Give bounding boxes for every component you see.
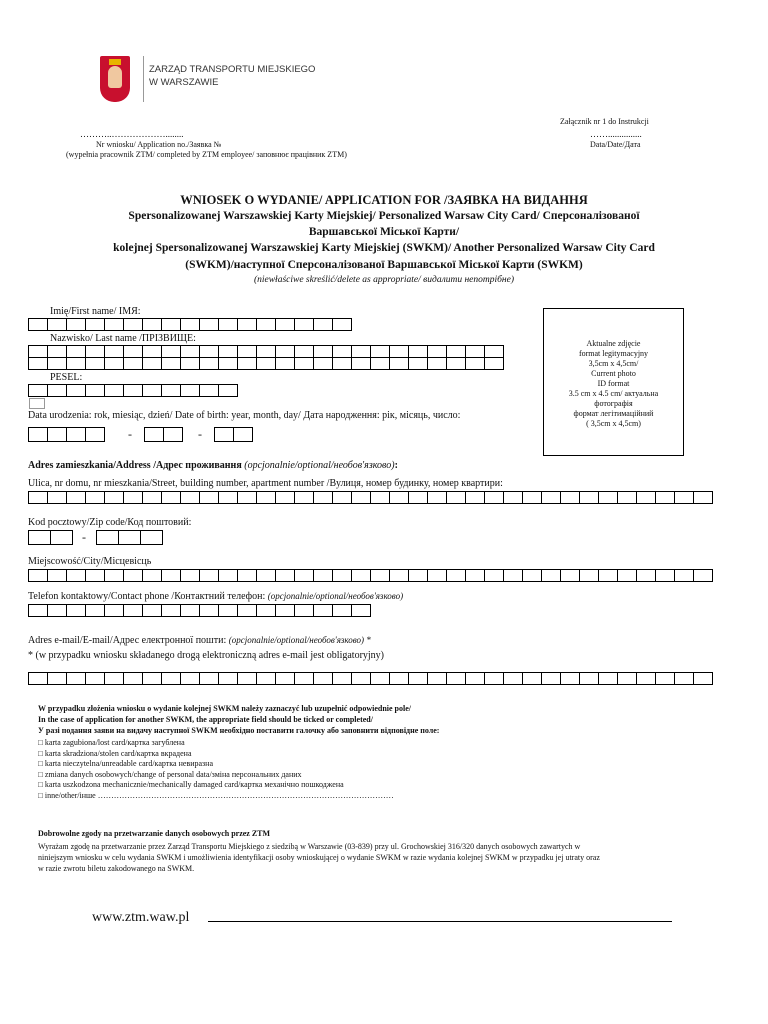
title-line-3: Варшавської Міської Карти/ bbox=[308, 226, 460, 238]
pesel-label: PESEL: bbox=[50, 372, 83, 383]
dob-year-boxes[interactable] bbox=[28, 427, 104, 442]
footer-url[interactable]: www.ztm.waw.pl bbox=[92, 910, 190, 925]
date-label: Data/Date/Дата bbox=[590, 140, 641, 149]
phone-boxes[interactable] bbox=[28, 604, 370, 617]
dob-month-boxes[interactable] bbox=[144, 427, 182, 442]
zip-boxes-part1[interactable] bbox=[28, 530, 72, 545]
option-lost[interactable]: □ karta zagubiona/lost card/картка загублена bbox=[38, 738, 185, 747]
last-name-label: Nazwisko/ Last name /ПРІЗВИЩЕ: bbox=[50, 333, 196, 344]
placeholder-glyph-icon bbox=[29, 398, 45, 409]
first-name-boxes[interactable] bbox=[28, 318, 351, 331]
attachment-note: Załącznik nr 1 do Instrukcji bbox=[560, 117, 649, 126]
consent-title: Dobrowolne zgody na przetwarzanie danych osobowych przez ZTM bbox=[38, 829, 271, 838]
consent-text: Wyrażam zgodę na przetwarzanie przez Zarząd Transportu Miejskiego z siedzibą w Warszawie (03-839) przy ul. Grochowskiej 316/320 danych osobowych zawartych w niniejszym wniosku w celu wydania SWKM i umożliwienia identyfikacji osoby wnioskującej o wydanie SWKM w razie wydania kolejnej SWKM w przypadku jej utraty oraz w razie zwrotu biletu zakodowanego na SWKM. bbox=[38, 842, 600, 873]
form-title: WNIOSEK O WYDANIE/ APPLICATION FOR /ЗАЯВКА НА ВИДАННЯ bbox=[180, 193, 588, 207]
title-line-2: Spersonalizowanej Warszawskiej Karty Miejskiej/ Personalized Warsaw City Card/ Сперсоналізованої bbox=[128, 210, 640, 222]
logo-divider bbox=[143, 56, 144, 102]
zip-separator: - bbox=[82, 530, 86, 544]
last-name-boxes-row2[interactable] bbox=[28, 357, 503, 370]
org-name: ZARZĄD TRANSPORTU MIEJSKIEGO W WARSZAWIE bbox=[149, 64, 316, 88]
dob-label: Data urodzenia: rok, miesiąc, dzień/ Date of birth: year, month, day/ Дата народження: рік, місяць, число: bbox=[28, 410, 461, 421]
title-note: (niewłaściwe skreślić/delete as appropriate/ видалити непотрібне) bbox=[253, 275, 515, 285]
city-boxes[interactable] bbox=[28, 569, 712, 582]
email-note: * (w przypadku wniosku składanego drogą elektroniczną adres e-mail jest obligatoryjny) bbox=[28, 650, 385, 661]
phone-label: Telefon kontaktowy/Contact phone /Контактний телефон: (opcjonalnie/optional/необов'язково) bbox=[28, 591, 404, 602]
application-number-dots: ………..………………........ bbox=[80, 129, 184, 139]
dob-separator: - bbox=[128, 427, 132, 441]
city-label: Miejscowość/City/Місцевісць bbox=[28, 556, 152, 567]
email-label: Adres e-mail/E-mail/Адрес електронної пошти: (opcjonalnie/optional/необов'язково) * bbox=[28, 635, 371, 646]
photo-box[interactable]: Aktualne zdjęcie format legitymacyjny 3,5cm x 4,5cm/ Current photo ID format 3.5 cm x 4.5 cm/ актуальна фотографія формат легітимаційний ( 3,5cm x 4,5cm) bbox=[543, 308, 684, 456]
dob-day-boxes[interactable] bbox=[214, 427, 252, 442]
option-unreadable[interactable]: □ karta nieczytelna/unreadable card/картка невиразна bbox=[38, 759, 214, 768]
date-dots: ……............... bbox=[590, 129, 642, 139]
warsaw-coat-of-arms-icon bbox=[100, 56, 130, 102]
zip-boxes-part2[interactable] bbox=[96, 530, 162, 545]
another-card-options bbox=[38, 738, 394, 801]
option-change-data[interactable]: □ zmiana danych osobowych/change of personal data/зміна персональних даних bbox=[38, 769, 302, 779]
first-name-label: Imię/First name/ ІМЯ: bbox=[50, 306, 141, 317]
title-line-5: (SWKM)/наступної Сперсоналізованої Варшавської Міської Карти (SWKM) bbox=[185, 259, 583, 271]
another-card-ua: У разі подання заяви на видачу наступної SWKM необхідно поставити галочку або заповнити відповідне поле: bbox=[38, 726, 440, 735]
email-boxes[interactable] bbox=[28, 672, 712, 685]
another-card-pl: W przypadku złożenia wniosku o wydanie kolejnej SWKM należy zaznaczyć lub uzupełnić odpowiednie pole/ bbox=[38, 704, 411, 713]
street-boxes[interactable] bbox=[28, 491, 712, 504]
application-number-note: (wypełnia pracownik ZTM/ completed by ZTM employee/ заповнює працівник ZTM) bbox=[66, 150, 347, 159]
zip-label: Kod pocztowy/Zip code/Код поштовий: bbox=[28, 517, 192, 528]
option-damaged[interactable]: □ karta uszkodzona mechanicznie/mechanically damaged card/картка механічно пошкоджена bbox=[38, 780, 344, 789]
title-line-4: kolejnej Spersonalizowanej Warszawskiej Karty Miejskiej (SWKM)/ Another Personalized Warsaw City Card bbox=[113, 242, 655, 254]
option-stolen[interactable]: □ karta skradziona/stolen card/картка вкрадена bbox=[38, 748, 192, 758]
footer-rule bbox=[208, 921, 672, 922]
address-heading: Adres zamieszkania/Address /Адрес проживання (opcjonalnie/optional/необов'язково): bbox=[28, 460, 398, 471]
application-number-label: Nr wniosku/ Application no./Заявка № bbox=[96, 140, 222, 149]
another-card-en: In the case of application for another SWKM, the appropriate field should be ticked or completed/ bbox=[38, 715, 373, 724]
pesel-boxes[interactable] bbox=[28, 384, 237, 397]
street-label: Ulica, nr domu, nr mieszkania/Street, building number, apartment number /Вулиця, номер будинку, номер квартири: bbox=[28, 478, 503, 489]
dob-separator: - bbox=[198, 427, 202, 441]
option-other[interactable]: □ inne/other/інше ………………………………………………………………………………………………… bbox=[38, 790, 394, 800]
